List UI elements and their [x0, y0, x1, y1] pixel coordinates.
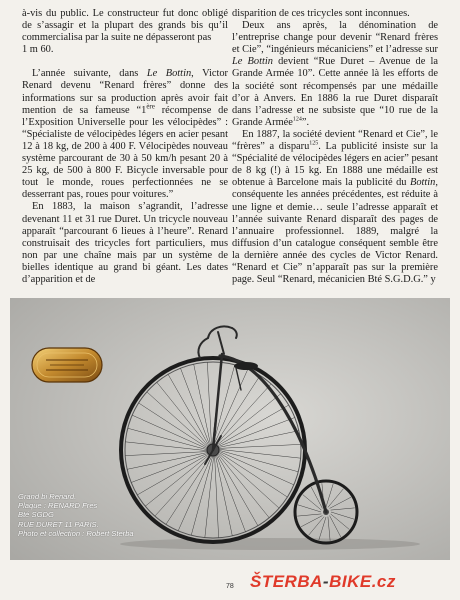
- left-paragraph-1: [22, 8, 228, 56]
- caption-line: Photo et collection : Robert Sterba: [18, 528, 134, 538]
- photo-caption: [18, 492, 134, 538]
- watermark-part: BIKE.cz: [329, 572, 396, 591]
- caption-line: RUE DURET 11 PARIS.: [18, 519, 99, 529]
- watermark-part: ŠTERBA: [250, 572, 323, 591]
- text-run: récompense de l’Exposition Universelle pour les vélocipèdes” : “Spécialiste de vélocipèdes légers en acier pesant 12 à 18 kg, de 200 à 400 F. Vélocipèdes nouveau système parcourant de 30 à 50 km/h pesant 20 à 25 kg, de 500 à 800 F. Bicycle inversable pour tout le monde, roues perfectionnées ne se desserrant pas, roues pour voitures.”: [22, 104, 228, 201]
- text-run: , conséquente les années précédentes, est réduite à une ligne et demie… seule l’adresse apparaît et l’année suivante Renard disparaît des pages de l’annuaire professionnel. 1889, malgré la diffusion d’un catalogue conséquent semble être la dernière année des cycles de Victor Renard. “Renard et Cie” n’apparaît pas sur la première page. Seul “Renard, mécanicien Bté S.G.D.G.” y: [232, 177, 438, 286]
- text-line: à-vis du public. Le constructeur fut donc obligé: [22, 8, 228, 19]
- left-paragraph-2: [22, 68, 228, 201]
- brass-plate: [32, 348, 102, 382]
- right-text-column: [232, 8, 438, 286]
- footnote-ref: 125: [309, 140, 319, 147]
- right-paragraph-1: disparition de ces tricycles sont inconnues.: [232, 8, 410, 19]
- watermark-part: -: [322, 572, 330, 591]
- caption-line: Grand bi Renard.: [18, 492, 77, 501]
- bottin-title: Le Bottin: [232, 56, 273, 68]
- text-line: de s’assagir et la plupart des grands bis qu’il: [22, 20, 228, 32]
- text-run: , Victor Renard devenu “Renard frères” donne des informations sur sa production après avoir fait mention de sa fameuse “1: [22, 68, 228, 116]
- bottin-title: Le Bottin: [146, 68, 192, 80]
- text-run: Deux ans après, la dénomination de l’entreprise change pour devenir “Renard frères et Cie”, “ingénieurs mécaniciens” et l’adresse sur: [232, 20, 438, 56]
- superscript: ère: [146, 102, 155, 111]
- text-line: commercialisa par la suite ne dépasseront pas: [22, 32, 212, 44]
- caption-line: Bté SGDG: [18, 510, 54, 520]
- caption-line: Plaque : RENARD Fres: [18, 501, 98, 511]
- text-run: . La publicité insiste sur la “Spécialité de vélocipèdes légers en acier” pesant de 8 kg (!) à 15 kg. En 1888 une médaille est obtenue à Barcelone mais la publicité du: [232, 141, 438, 189]
- right-paragraph-3: [232, 129, 438, 286]
- footnote-ref: 124: [292, 116, 302, 123]
- left-text-column: [22, 8, 228, 286]
- text-run: En 1887, la société devient “Renard et Cie”, le “frères” a disparu: [232, 128, 438, 153]
- text-line: 1 m 60.: [22, 44, 54, 56]
- page-number: 78: [226, 583, 234, 590]
- text-run: devient “Rue Duret – Avenue de la Grande Armée 10”. Cette année là les efforts de la société sont récompensés par une médaille d’or à Anvers. En 1886 la rue Duret disparaît dans l’adresse et ne subsiste que “10 rue de la Grande Armée: [232, 56, 438, 128]
- right-paragraph-2: [232, 20, 438, 129]
- sterba-bike-watermark: [250, 572, 396, 592]
- text-run: L’année suivante, dans: [32, 68, 147, 80]
- left-paragraph-3: En 1883, la maison s’agrandit, l’adresse devenant 11 et 31 rue Duret. Un tricycle nouveau apparaît “parcourant 6 lieues à l’heure”. Renard construisait des tricycles fort particuliers, mus non par une chaîne mais par un système de bielles identique au grand bi géant. Les dates d’apparition et de: [22, 201, 228, 285]
- floor-shadow: [120, 538, 420, 550]
- text-run: ”.: [301, 116, 310, 128]
- bottin-title: Bottin: [409, 177, 436, 189]
